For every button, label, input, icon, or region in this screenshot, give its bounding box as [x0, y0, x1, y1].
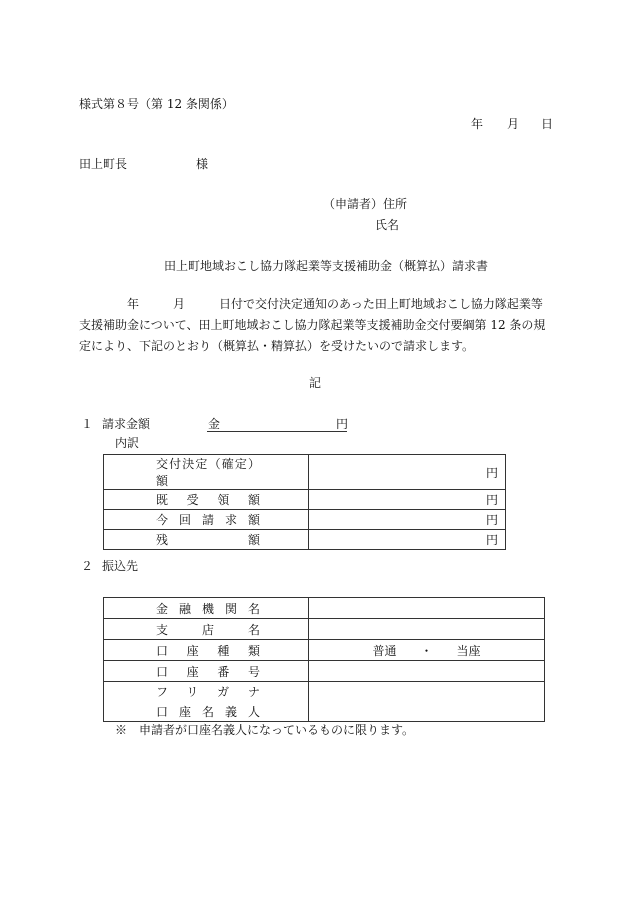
date-year: 年	[471, 117, 484, 131]
bank-label-cell: 口座種類	[104, 640, 309, 661]
bank-table	[103, 597, 545, 722]
amount-underline	[207, 431, 347, 432]
bank-value-cell[interactable]	[309, 598, 545, 619]
bank-label-cell: フリガナ	[104, 682, 309, 702]
section1-number: １	[81, 417, 94, 431]
applicant-name-label: 氏名	[375, 218, 400, 232]
form-number: 様式第８号（第 12 条関係）	[79, 97, 234, 111]
account-holder-value-cell[interactable]	[309, 682, 545, 722]
recipient-name: 田上町長	[79, 157, 128, 171]
table-row	[104, 661, 545, 682]
table-row	[104, 682, 545, 702]
section2-label: 振込先	[102, 559, 139, 573]
document-title: 田上町地域おこし協力隊起業等支援補助金（概算払）請求書	[164, 259, 489, 273]
account-type-cell[interactable]: 普通 ・ 当座	[309, 640, 545, 661]
table-row	[104, 530, 506, 550]
breakdown-value-cell[interactable]: 円	[309, 530, 506, 550]
bank-label-cell: 口座名義人	[104, 702, 309, 722]
table-row	[104, 455, 506, 490]
footnote: ※ 申請者が口座名義人になっているものに限ります。	[115, 723, 415, 737]
breakdown-label-cell: 既受領額	[104, 490, 309, 510]
bank-label-cell: 口座番号	[104, 661, 309, 682]
amount-prefix: 金	[208, 417, 221, 431]
bank-value-cell[interactable]	[309, 661, 545, 682]
section1-label: 請求金額	[102, 417, 151, 431]
breakdown-value-cell[interactable]: 円	[309, 510, 506, 530]
ki-heading: 記	[309, 376, 322, 390]
bank-label-cell: 支店名	[104, 619, 309, 640]
date-month: 月	[507, 117, 520, 131]
breakdown-label-cell: 交付決定（確定）額	[104, 455, 309, 490]
breakdown-value-cell[interactable]: 円	[309, 455, 506, 490]
bank-value-cell[interactable]	[309, 619, 545, 640]
table-row	[104, 510, 506, 530]
amount-suffix: 円	[336, 417, 349, 431]
breakdown-table	[103, 454, 506, 550]
body-month: 月	[173, 297, 186, 311]
body-year: 年	[127, 297, 140, 311]
table-row	[104, 640, 545, 661]
bank-label-cell: 金融機関名	[104, 598, 309, 619]
body-paragraph	[79, 294, 553, 357]
breakdown-label: 内訳	[115, 436, 140, 450]
breakdown-label-cell: 今回請求額	[104, 510, 309, 530]
table-row	[104, 619, 545, 640]
recipient-honorific: 様	[196, 157, 209, 171]
section2-number: ２	[81, 559, 94, 573]
breakdown-label-cell: 残額	[104, 530, 309, 550]
breakdown-value-cell[interactable]: 円	[309, 490, 506, 510]
body-text: 日付で交付決定通知のあった田上町地域おこし協力隊起業等支援補助金について、田上町地域おこし協力隊起業等支援補助金交付要綱第 12 条の規定により、下記のとおり（概算払・精算払）を受けたいので請求します。	[79, 297, 546, 353]
applicant-address-label: （申請者）住所	[323, 197, 408, 211]
date-day: 日	[541, 117, 554, 131]
table-row	[104, 490, 506, 510]
table-row	[104, 598, 545, 619]
